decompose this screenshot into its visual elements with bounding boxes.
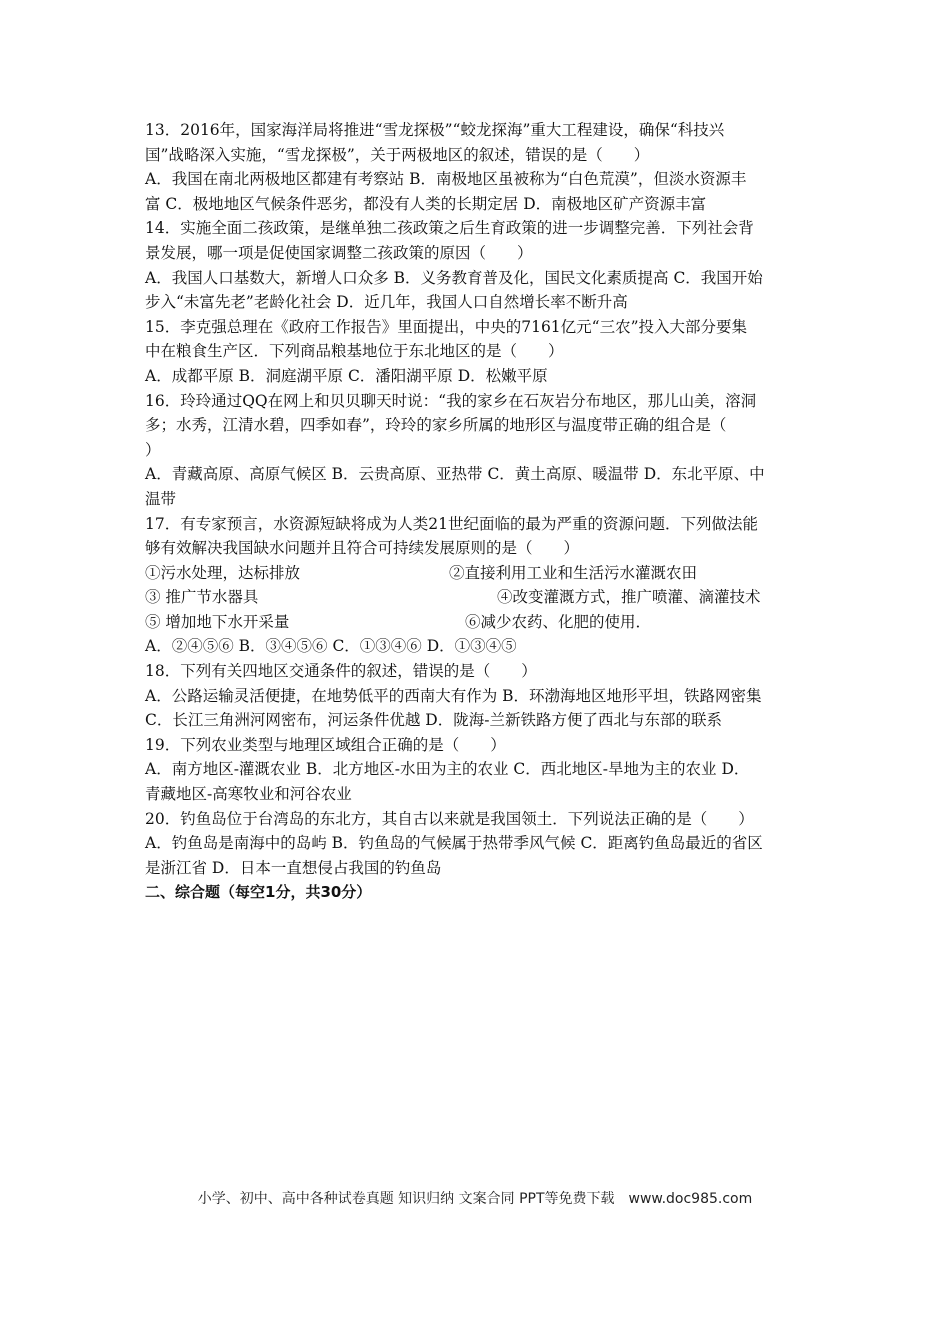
- answer-options: A．青藏高原、高原气候区 B．云贵高原、亚热带 C．黄土高原、暖温带 D．东北平原、中: [145, 465, 765, 484]
- answer-options: 富 C．极地地区气候条件恶劣，都没有人类的长期定居 D．南极地区矿产资源丰富: [145, 194, 707, 213]
- question-stem: 多；水秀，江清水碧，四季如春”，玲玲的家乡所属的地形区与温度带正确的组合是（: [145, 416, 727, 435]
- statement-row: [145, 610, 817, 635]
- statement-5: ⑤ 增加地下水开采量: [145, 612, 290, 631]
- question-stem: 19．下列农业类型与地理区域组合正确的是（ ）: [145, 735, 506, 754]
- answer-options: 是浙江省 D．日本一直想侵占我国的钓鱼岛: [145, 858, 442, 877]
- statement-1: ①污水处理，达标排放: [145, 563, 301, 582]
- question-stem: ）: [145, 440, 161, 459]
- question-16: [145, 389, 817, 512]
- question-stem: 16．玲玲通过QQ在网上和贝贝聊天时说：“我的家乡在石灰岩分布地区，那儿山美，溶洞: [145, 391, 757, 410]
- statement-4: ④改变灌溉方式，推广喷灌、滴灌技术: [497, 588, 761, 607]
- answer-options: A．公路运输灵活便捷，在地势低平的西南大有作为 B．环渤海地区地形平坦，铁路网密集: [145, 686, 762, 705]
- answer-options: A．②④⑤⑥ B．③④⑤⑥ C．①③④⑥ D．①③④⑤: [145, 637, 517, 656]
- statement-row: [145, 585, 817, 610]
- question-stem: 够有效解决我国缺水问题并且符合可持续发展原则的是（ ）: [145, 539, 580, 558]
- question-14: [145, 216, 817, 314]
- answer-options: A．南方地区-灌溉农业 B．北方地区-水田为主的农业 C．西北地区-旱地为主的农业 D．: [145, 760, 750, 779]
- question-stem: 景发展，哪一项是促使国家调整二孩政策的原因（ ）: [145, 243, 533, 262]
- statement-2: ②直接利用工业和生活污水灌溉农田: [449, 563, 698, 582]
- question-19: [145, 733, 817, 807]
- answer-options: 温带: [145, 489, 177, 508]
- question-20: [145, 807, 817, 881]
- answer-options: A．钓鱼岛是南海中的岛屿 B．钓鱼岛的气候属于热带季风气候 C．距离钓鱼岛最近的省区: [145, 834, 763, 853]
- question-stem: 18．下列有关四地区交通条件的叙述，错误的是（ ）: [145, 662, 537, 681]
- question-stem: 13．2016年，国家海洋局将推进“雪龙探极”“蛟龙探海”重大工程建设，确保“科技兴: [145, 121, 725, 139]
- question-13: [145, 118, 817, 216]
- question-stem: 17．有专家预言，水资源短缺将成为人类21世纪面临的最为严重的资源问题．下列做法能: [145, 514, 758, 533]
- exam-content: [145, 118, 817, 905]
- question-18: [145, 659, 817, 733]
- statement-6: ⑥减少农药、化肥的使用．: [465, 612, 652, 631]
- question-15: [145, 315, 817, 389]
- answer-options: A．我国在南北两极地区都建有考察站 B．南极地区虽被称为“白色荒漠”，但淡水资源丰: [145, 170, 747, 189]
- answer-options: C．长江三角洲河网密布，河运条件优越 D．陇海-兰新铁路方便了西北与东部的联系: [145, 711, 722, 730]
- section-heading: 二、综合题（每空1分，共30分）: [145, 883, 372, 902]
- question-stem: 15．李克强总理在《政府工作报告》里面提出，中央的7161亿元“三农”投入大部分要集: [145, 317, 748, 336]
- answer-options: 青藏地区-高寒牧业和河谷农业: [145, 785, 352, 804]
- answer-options: A．我国人口基数大，新增人口众多 B．义务教育普及化，国民文化素质提高 C．我国开始: [145, 268, 763, 287]
- question-stem: 中在粮食生产区．下列商品粮基地位于东北地区的是（ ）: [145, 342, 564, 361]
- question-17: [145, 512, 817, 660]
- page-footer: 小学、初中、高中各种试卷真题 知识归纳 文案合同 PPT等免费下载 www.doc985.com: [197, 1191, 753, 1207]
- answer-options: A．成都平原 B．洞庭湖平原 C．潘阳湖平原 D．松嫩平原: [145, 366, 548, 385]
- answer-options: 步入“未富先老”老龄化社会 D．近几年，我国人口自然增长率不断升高: [145, 293, 628, 312]
- question-stem: 14．实施全面二孩政策，是继单独二孩政策之后生育政策的进一步调整完善．下列社会背: [145, 219, 754, 238]
- question-stem: 20．钓鱼岛位于台湾岛的东北方，其自古以来就是我国领土．下列说法正确的是（ ）: [145, 809, 754, 828]
- question-stem: 国”战略深入实施，“雪龙探极”，关于两极地区的叙述，错误的是（ ）: [145, 145, 650, 164]
- statement-row: [145, 561, 817, 586]
- statement-3: ③ 推广节水器具: [145, 588, 259, 607]
